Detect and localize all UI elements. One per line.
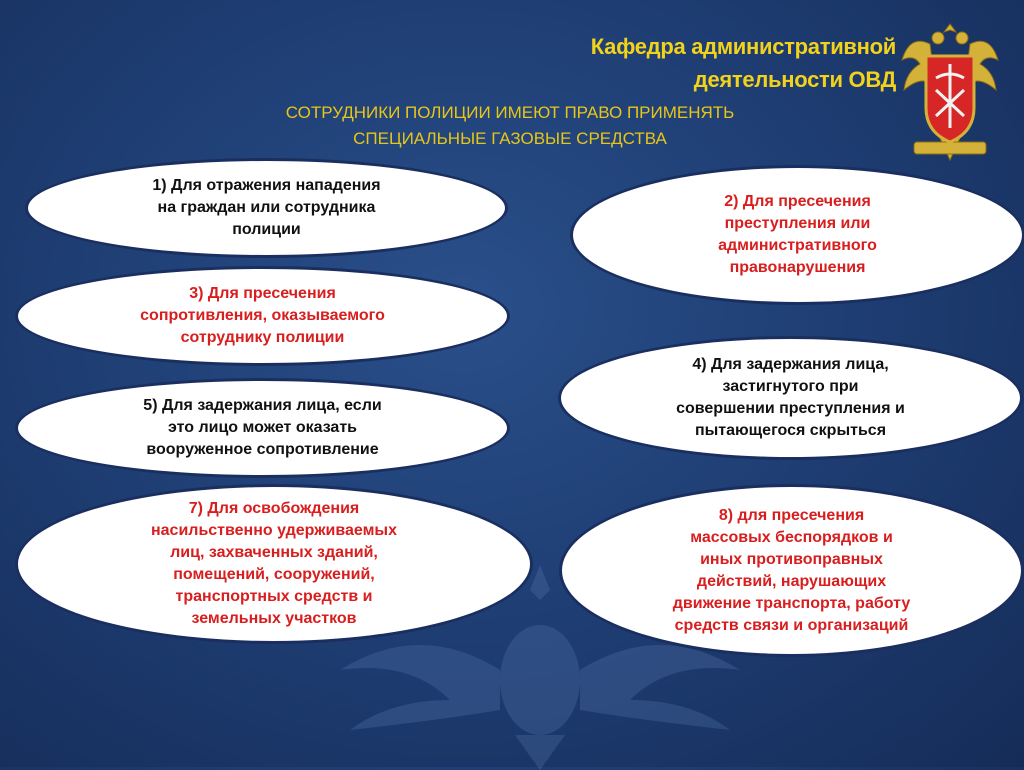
slide-title-line-1: СОТРУДНИКИ ПОЛИЦИИ ИМЕЮТ ПРАВО ПРИМЕНЯТЬ (285, 103, 735, 122)
item-7-line: транспортных средств и (175, 588, 373, 605)
item-8-line: иных противоправных (700, 550, 883, 568)
item-7-line: насильственно удерживаемых (150, 522, 397, 539)
item-2-line: правонарушения (729, 259, 866, 276)
item-3-oval (15, 266, 510, 366)
police-emblem-icon (900, 20, 1000, 168)
item-1-line: на граждан или сотрудника (157, 199, 376, 216)
item-1-oval (25, 158, 508, 258)
item-7-oval (15, 484, 533, 644)
department-header (591, 30, 896, 96)
item-8-line: массовых беспорядков и (690, 528, 893, 546)
item-4-line: 4) Для задержания лица, (692, 356, 889, 373)
department-line-1: Кафедра административной (590, 34, 896, 59)
item-3-line: сопротивления, оказываемого (140, 307, 385, 324)
item-3-line: сотруднику полиции (180, 329, 345, 346)
item-7-line: лиц, захваченных зданий, (170, 544, 378, 561)
department-line-2: деятельности ОВД (693, 67, 896, 92)
item-5-line: 5) Для задержания лица, если (143, 397, 382, 414)
item-2-line: 2) Для пресечения (724, 193, 871, 210)
item-5-line: вооруженное сопротивление (146, 441, 379, 458)
item-2-oval (570, 165, 1024, 305)
item-5-oval (15, 378, 510, 478)
item-4-oval (558, 336, 1023, 460)
item-8-line: движение транспорта, работу (672, 594, 911, 612)
slide-title (230, 100, 790, 152)
item-2-line: преступления или (724, 215, 871, 232)
item-8-oval (559, 484, 1024, 657)
item-7-line: земельных участков (191, 610, 357, 627)
item-1-line: полиции (232, 221, 301, 238)
item-4-line: застигнутого при (722, 378, 859, 395)
item-2-line: административного (718, 237, 877, 254)
item-3-line: 3) Для пресечения (189, 285, 336, 302)
item-8-line: 8) для пресечения (718, 506, 865, 524)
item-8-line: действий, нарушающих (696, 572, 887, 590)
slide-title-line-2: СПЕЦИАЛЬНЫЕ ГАЗОВЫЕ СРЕДСТВА (353, 129, 667, 148)
item-4-line: совершении преступления и (676, 400, 905, 417)
item-8-line: средств связи и организаций (674, 616, 909, 634)
item-1-line: 1) Для отражения нападения (152, 177, 381, 194)
item-4-line: пытающегося скрыться (694, 422, 887, 439)
item-7-line: 7) Для освобождения (188, 500, 360, 517)
item-7-line: помещений, сооружений, (173, 566, 375, 583)
item-5-line: это лицо может оказать (168, 419, 357, 436)
